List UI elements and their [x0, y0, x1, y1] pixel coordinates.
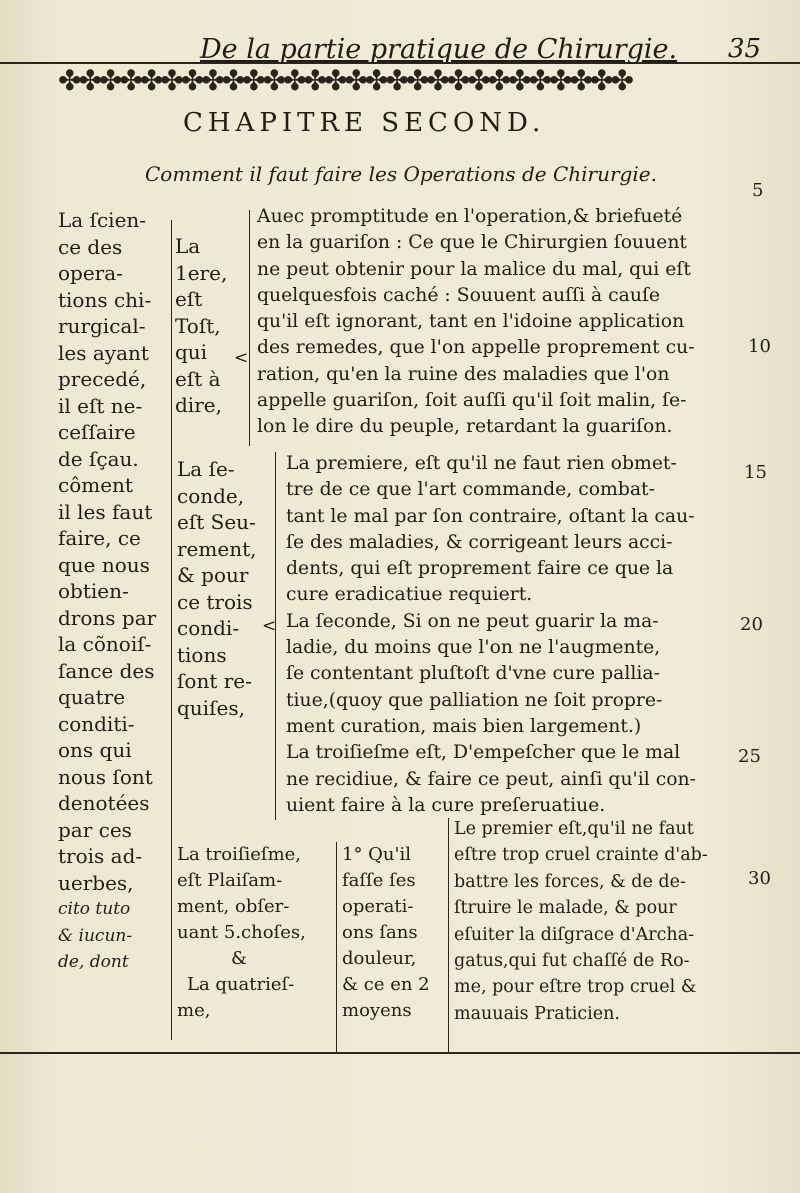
condition-3-label: La troiſieſme, eſt Plaiſam- ment, obſer- uant 5.choſes, & La quatrieſ- me, — [177, 844, 306, 1021]
brace-point: < — [262, 616, 277, 636]
condition-2-brace — [275, 452, 276, 820]
condition-1-text: Auec promptitude en l'operation,& briefueté en la guariſon : Ce que le Chirurgien ſouuent ne peut obtenir pour la malice du mal, qui eſt quelquesfois caché : Souuent auſſi à cauſe qu'il eſt ignorant, tant en l'idoine application des remedes, que l'on appelle proprement cu- ration, qu'en la ruine des maladies que l'on appelle guariſon, ſoit auſſi qu'il ſoit malin, ſe- lon le dire du peuple, retardant la guariſon. — [257, 206, 695, 438]
condition-3-subpoints: 1° Qu'il faſſe ſes operati- ons ſans douleur, & ce en 2 moyens — [342, 844, 430, 1021]
condition-2-label: La ſe- conde, eſt Seu- rement, & pour ce trois condi- tions ſont re- quiſes, — [177, 457, 257, 720]
page-number: 35 — [728, 34, 762, 64]
line-number: 30 — [748, 868, 771, 889]
condition-2-text: La premiere, eſt qu'il ne faut rien obmet- tre de ce que l'art commande, combat- tant le mal par ſon contraire, oſtant la cau- ſe des maladies, & corrigeant leurs acci- dents, qui eſt proprement faire ce que la cure eradicatiue requiert. La ſeconde, Si on ne peut guarir la ma- ladie, du moins que l'on ne l'augmente, ſe contentant pluſtoſt d'vne cure pallia- tiue,(quoy que palliation ne ſoit propre- ment curation, mais bien largement.) La troiſieſme eſt, D'empeſcher que le mal ne recidiue, & faire ce peut, ainſi qu'il con- uient faire à la cure preſeruatiue. — [286, 453, 696, 816]
margin-brace — [171, 220, 172, 1040]
line-number: 15 — [744, 462, 767, 483]
condition-1-brace — [249, 210, 250, 446]
brace-point: < — [234, 348, 249, 368]
line-number: 10 — [748, 336, 771, 357]
condition-3-brace — [336, 842, 337, 1052]
margin-note: La ſcien- ce des opera- tions chi- rurgical- les ayant precedé, il eſt ne- ceſſaire de ſçau. côment il les faut faire, ce que nous obtien- drons par la cõnoiſ- ſance des quatre conditi- ons qui nous ſont denotées par ces trois ad- uerbes, cito tuto & iucun- de, dont — [58, 208, 157, 972]
chapter-subtitle: Comment il faut faire les Operations de Chirurgie. — [145, 162, 657, 186]
running-header: De la partie pratique de Chirurgie. — [200, 34, 678, 65]
condition-3-text: Le premier eſt,qu'il ne faut eſtre trop cruel crainte d'ab- battre les forces, & de de- ſtruire le malade, & pour eſuiter la diſgrace d'Archa- gatus,qui fut chaſſé de Ro- me, pour eſtre trop cruel & mauuais Praticien. — [454, 819, 708, 1024]
line-number: 25 — [738, 746, 761, 767]
subpoint-brace — [448, 818, 449, 1052]
bottom-rule — [0, 1052, 800, 1054]
line-number: 5 — [752, 180, 764, 201]
line-number: 20 — [740, 614, 763, 635]
ornament-band: ✤✤✤✤✤✤✤✤✤✤✤✤✤✤✤✤✤✤✤✤✤✤✤✤✤✤✤✤ — [58, 64, 631, 97]
condition-1-label: La 1ere, eſt Toſt, qui eſt à dire, — [175, 234, 228, 417]
chapter-title: CHAPITRE SECOND. — [183, 108, 546, 138]
